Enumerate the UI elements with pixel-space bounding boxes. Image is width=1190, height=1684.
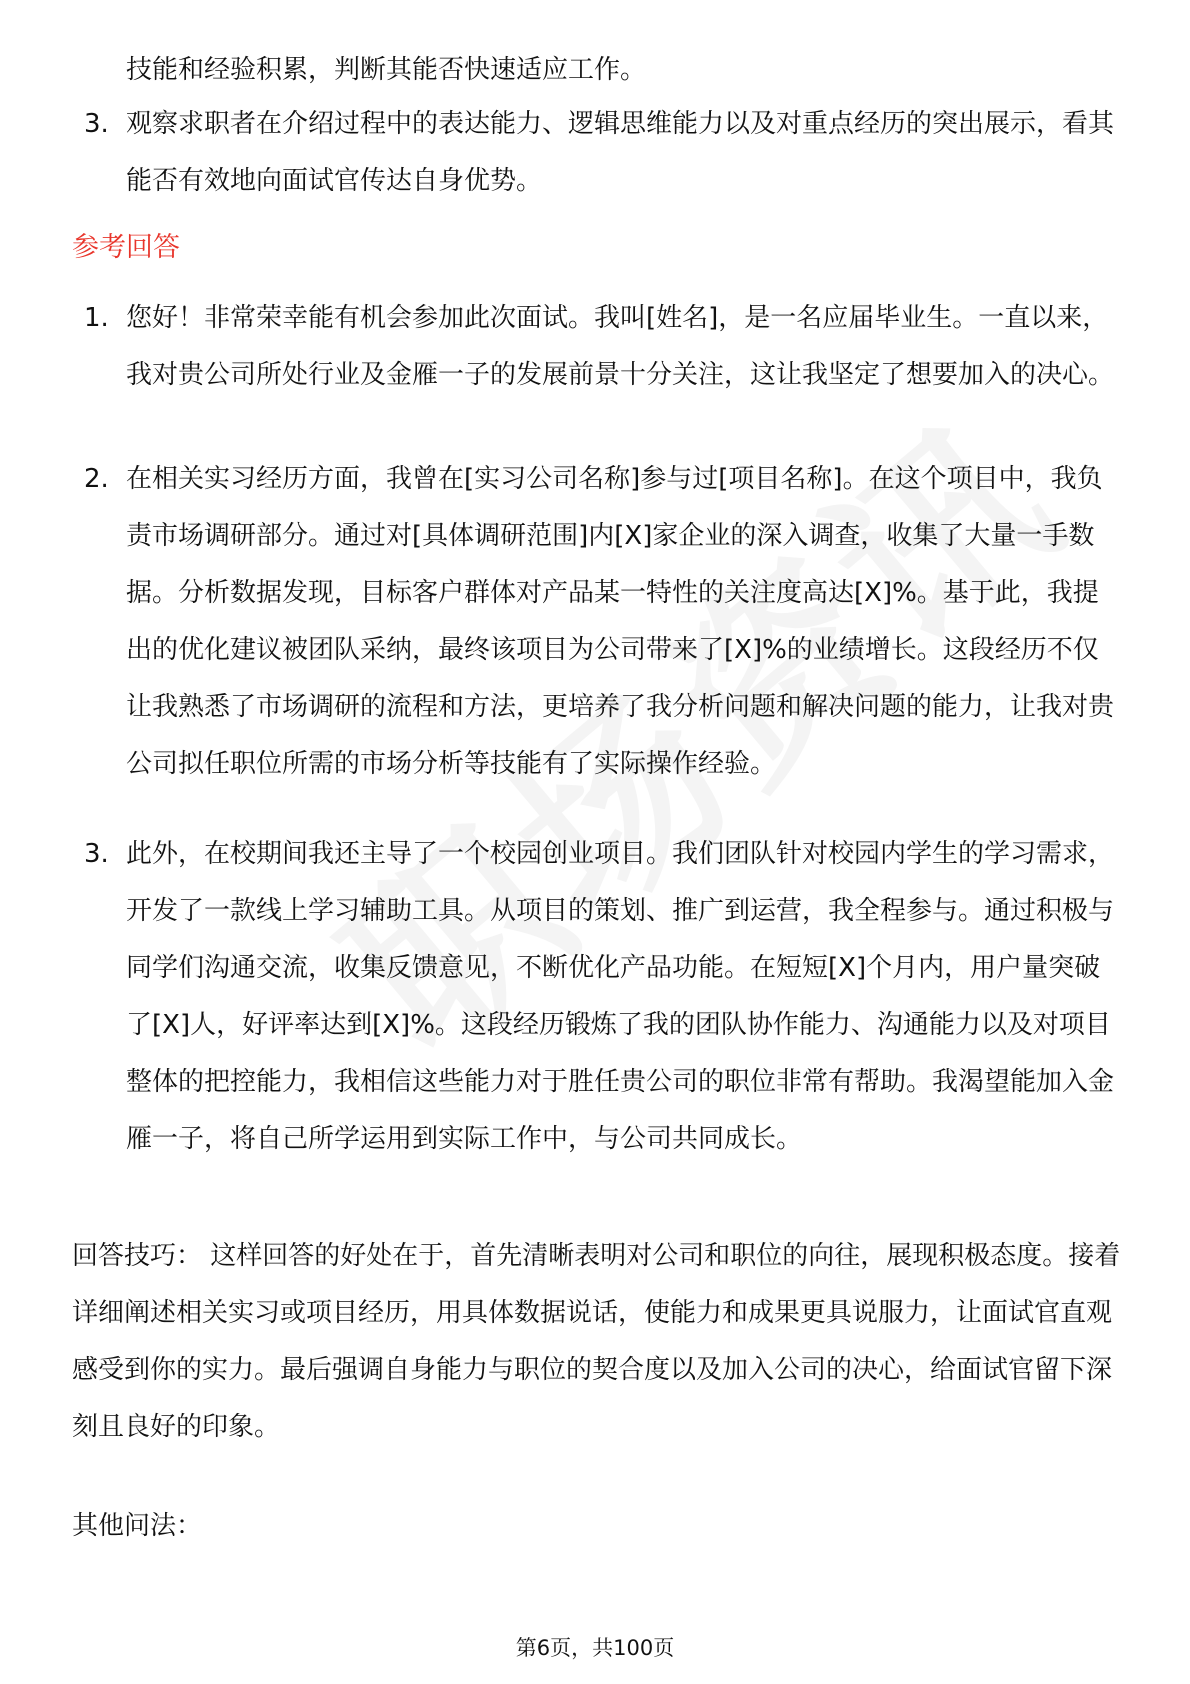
list-text: 在相关实习经历方面，我曾在[实习公司名称]参与过[项目名称]。在这个项目中，我负责市场调研部分。通过对[具体调研范围]内[X]家企业的深入调查，收集了大量一手数据。分析数据发现，目标客户群体对产品某一特性的关注度高达[X]%。基于此，我提出的优化建议被团队采纳，最终该项目为公司带来了[X]%的业绩增长。这段经历不仅让我熟悉了市场调研的流程和方法，更培养了我分析问题和解决问题的能力，让我对贵公司拟任职位所需的市场分析等技能有了实际操作经验。 xyxy=(126,464,1115,779)
list-text: 观察求职者在介绍过程中的表达能力、逻辑思维能力以及对重点经历的突出展示，看其能否有效地向面试官传达自身优势。 xyxy=(126,109,1115,196)
page-number: 第6页，共100页 xyxy=(515,1636,675,1660)
reference-item-3 xyxy=(84,826,1124,1168)
list-text: 您好！非常荣幸能有机会参加此次面试。我叫[姓名]，是一名应届毕业生。一直以来，我对贵公司所处行业及金雁一子的发展前景十分关注，这让我坚定了想要加入的决心。 xyxy=(126,303,1115,390)
list-text: 此外，在校期间我还主导了一个校园创业项目。我们团队针对校园内学生的学习需求，开发了一款线上学习辅助工具。从项目的策划、推广到运营，我全程参与。通过积极与同学们沟通交流，收集反馈意见，不断优化产品功能。在短短[X]个月内，用户量突破了[X]人，好评率达到[X]%。这段经历锻炼了我的团队协作能力、沟通能力以及对项目整体的把控能力，我相信这些能力对于胜任贵公司的职位非常有帮助。我渴望能加入金雁一子，将自己所学运用到实际工作中，与公司共同成长。 xyxy=(126,839,1115,1154)
intro-continuation: 技能和经验积累，判断其能否快速适应工作。 xyxy=(126,55,647,85)
reference-item-1 xyxy=(84,290,1124,404)
other-questions-label: 其他问法： xyxy=(72,1511,203,1541)
answer-tip: 回答技巧： 这样回答的好处在于，首先清晰表明对公司和职位的向往，展现积极态度。接着详细阐述相关实习或项目经历，用具体数据说话，使能力和成果更具说服力，让面试官直观感受到你的实力。最后强调自身能力与职位的契合度以及加入公司的决心，给面试官留下深刻且良好的印象。 xyxy=(72,1241,1121,1442)
section-heading-reference: 参考回答 xyxy=(72,232,180,263)
list-number: 2. xyxy=(84,464,109,494)
list-number: 3. xyxy=(84,839,109,869)
intro-point-3 xyxy=(84,96,1124,210)
list-number: 3. xyxy=(84,109,109,139)
list-number: 1. xyxy=(84,303,109,333)
reference-item-2 xyxy=(84,451,1124,793)
